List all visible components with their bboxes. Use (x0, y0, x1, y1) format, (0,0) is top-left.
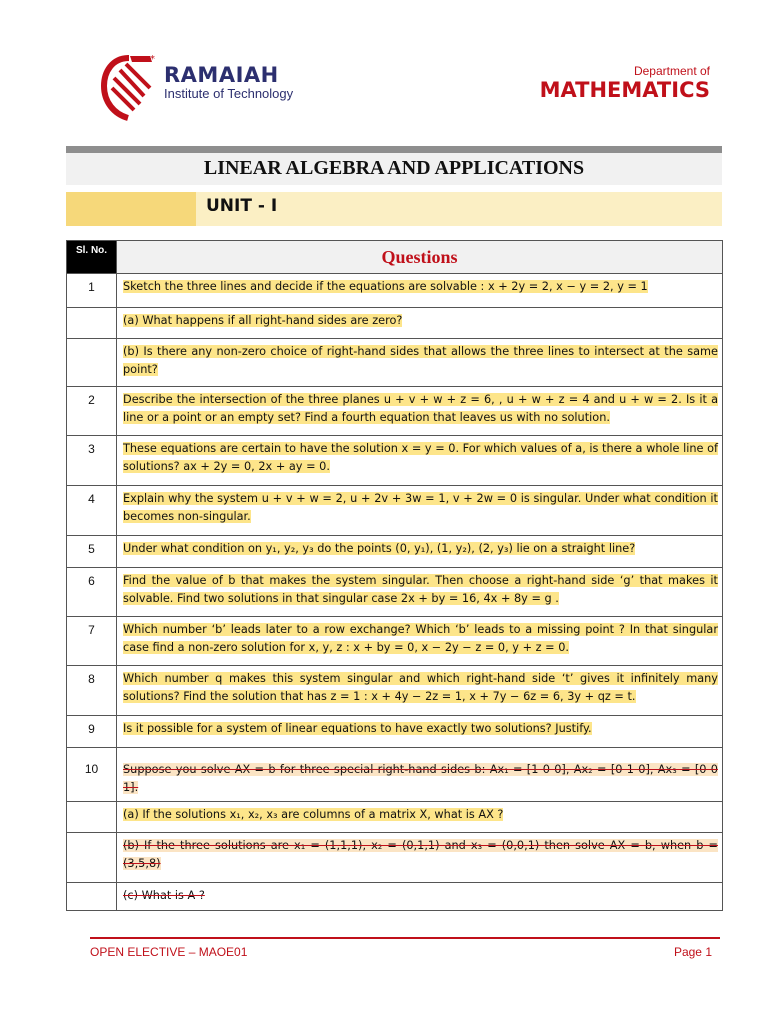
question-cell (117, 308, 723, 339)
question-text: Which number q makes this system singular and which right-hand side ‘t’ gives it infinitely many solutions? Find the solution that has z = 1 : x + 4y − 2z = 1, x + 7y − 6z = 6, 3y + qz = t. (123, 672, 718, 703)
footer-rule (90, 937, 720, 939)
row-number: 10 (67, 748, 117, 802)
row-number: 5 (67, 536, 117, 568)
row-number (67, 833, 117, 883)
question-cell (117, 833, 723, 883)
question-text: Is it possible for a system of linear equations to have exactly two solutions? Justify. (123, 722, 592, 735)
question-text: (a) If the solutions x₁, x₂, x₃ are columns of a matrix X, what is AX ? (123, 808, 504, 821)
questions-header-cell (117, 241, 723, 274)
table-row (67, 568, 723, 617)
question-text: Explain why the system u + v + w = 2, u + 2v + 3w = 1, v + 2w = 0 is singular. Under what condition it becomes non-singular. (123, 492, 718, 523)
row-number: 1 (67, 274, 117, 308)
question-cell (117, 666, 723, 716)
question-cell (117, 716, 723, 748)
question-text: (c) What is A ? (123, 889, 205, 902)
institution-name: RAMAIAH (164, 63, 279, 87)
course-title: LINEAR ALGEBRA AND APPLICATIONS (203, 157, 585, 179)
table-row (67, 666, 723, 716)
institution-brand (164, 64, 293, 102)
table-header-row (67, 241, 723, 274)
unit-band (66, 192, 722, 226)
table-row (67, 387, 723, 436)
question-cell (117, 387, 723, 436)
row-number (67, 308, 117, 339)
row-number: 7 (67, 617, 117, 666)
table-row (67, 308, 723, 339)
footer-page-number: Page 1 (673, 945, 712, 959)
question-text: Suppose you solve AX = b for three special right-hand sides b: Ax₁ = [1 0 0], Ax₂ = [0 1 0], Ax₃ = [0 0 1]. (123, 763, 718, 794)
table-row (67, 486, 723, 536)
department-label (540, 64, 710, 102)
table-row (67, 536, 723, 568)
questions-header: Questions (381, 246, 458, 267)
question-text: Sketch the three lines and decide if the equations are solvable : x + 2y = 2, x − y = 2, y = 1 (123, 280, 648, 293)
sl-no-header: Sl. No. (67, 241, 117, 274)
question-cell (117, 748, 723, 802)
question-cell (117, 486, 723, 536)
department-line-1: Department of (633, 64, 710, 78)
row-number (67, 802, 117, 833)
question-text: (a) What happens if all right-hand sides are zero? (123, 314, 403, 327)
question-cell (117, 536, 723, 568)
question-cell (117, 568, 723, 617)
question-text: Describe the intersection of the three planes u + v + w + z = 6, , u + w + z = 4 and u + w = 2. Is it a line or a point or an empty set? Find a fourth equation that leaves us with no solution. (123, 393, 718, 424)
question-text: Which number ‘b’ leads later to a row exchange? Which ‘b’ leads to a missing point ? In that singular case find a non-zero solution for x, y, z : x + by = 0, x − 2y − z = 0, y + z = 0. (123, 623, 718, 654)
unit-band-shade (66, 192, 196, 226)
title-rule (66, 146, 722, 153)
institution-subtitle: Institute of Technology (164, 86, 294, 101)
ramaiah-logo-icon (100, 52, 158, 122)
row-number: 2 (67, 387, 117, 436)
table-row (67, 716, 723, 748)
table-row (67, 617, 723, 666)
question-text: These equations are certain to have the solution x = y = 0. For which values of a, is there a whole line of solutions? ax + 2y = 0, 2x + ay = 0. (123, 442, 718, 473)
question-text: Under what condition on y₁, y₂, y₃ do the points (0, y₁), (1, y₂), (2, y₃) lie on a straight line? (123, 542, 636, 555)
question-text: Find the value of b that makes the system singular. Then choose a right-hand side ‘g’ that makes it solvable. Find two solutions in that singular case 2x + by = 16, 4x + 8y = g . (123, 574, 718, 605)
row-number: 9 (67, 716, 117, 748)
questions-table (66, 240, 723, 911)
row-number: 4 (67, 486, 117, 536)
unit-title: UNIT - I (206, 196, 278, 216)
question-cell (117, 883, 723, 911)
question-text: (b) Is there any non-zero choice of right-hand sides that allows the three lines to intersect at the same point? (123, 345, 718, 376)
row-number: 6 (67, 568, 117, 617)
footer-course-code: OPEN ELECTIVE – MAOE01 (90, 945, 248, 959)
table-row (67, 274, 723, 308)
table-row (67, 833, 723, 883)
row-number: 8 (67, 666, 117, 716)
table-row (67, 339, 723, 387)
question-cell (117, 274, 723, 308)
row-number: 3 (67, 436, 117, 486)
question-text: (b) If the three solutions are x₁ = (1,1,1), x₂ = (0,1,1) and x₃ = (0,0,1) then solve AX = b, when b = (3,5,8) (123, 839, 718, 870)
table-row (67, 802, 723, 833)
table-row (67, 748, 723, 802)
department-line-2: MATHEMATICS (539, 78, 710, 102)
question-cell (117, 617, 723, 666)
svg-text:*: * (150, 54, 155, 65)
table-row (67, 883, 723, 911)
course-title-band (66, 153, 722, 185)
question-cell (117, 802, 723, 833)
question-cell (117, 436, 723, 486)
question-cell (117, 339, 723, 387)
row-number (67, 883, 117, 911)
table-row (67, 436, 723, 486)
row-number (67, 339, 117, 387)
